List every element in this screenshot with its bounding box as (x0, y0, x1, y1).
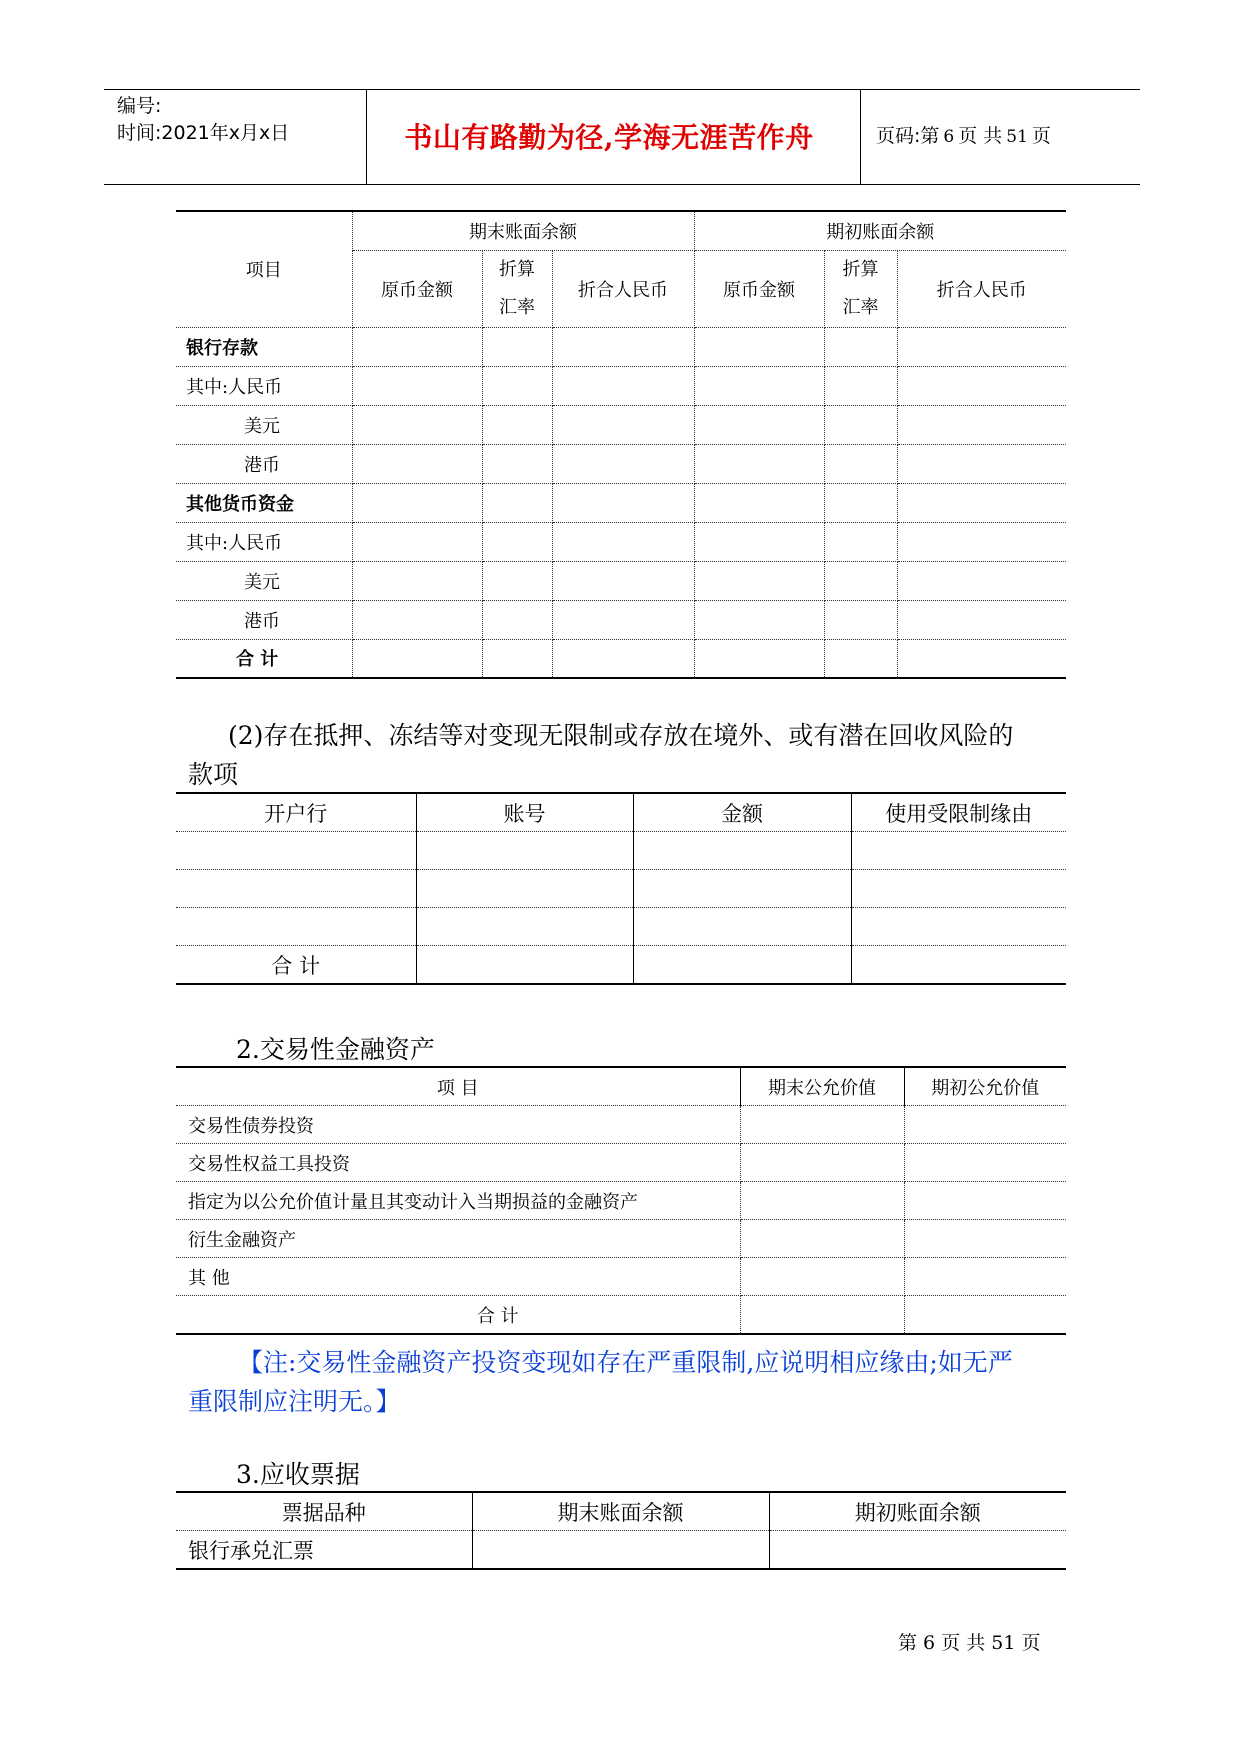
header-left (117, 93, 289, 147)
table-row (176, 1182, 1066, 1220)
header-divider (860, 90, 861, 184)
col-reason-header: 使用受限制缘由 (851, 793, 1066, 832)
table-row (176, 832, 1066, 870)
total-label: 合 计 (176, 1296, 740, 1335)
table-row (176, 1258, 1066, 1296)
table-row (176, 870, 1066, 908)
serial-label: 编号: (117, 95, 162, 117)
row-label: 港币 (176, 600, 352, 639)
table-row (176, 444, 1066, 483)
row-label: 美元 (176, 561, 352, 600)
col-item-header: 项目 (176, 211, 352, 327)
table-row (176, 600, 1066, 639)
table-row (176, 327, 1066, 366)
row-label: 其中:人民币 (176, 522, 352, 561)
table-header-row (176, 1067, 1066, 1106)
row-label: 其 他 (176, 1258, 740, 1296)
col-account-header: 账号 (416, 793, 633, 832)
header-motto: 书山有路勤为径,学海无涯苦作舟 (404, 121, 814, 154)
section-title-notes-receivable: 3.应收票据 (236, 1460, 360, 1489)
col-rate-header: 折算 汇率 (824, 250, 897, 327)
page-footer: 第 6 页 共 51 页 (898, 1632, 1041, 1654)
header-page-number (876, 121, 1051, 148)
col-end-balance-header: 期末账面余额 (472, 1492, 769, 1531)
row-label: 指定为以公允价值计量且其变动计入当期损益的金融资产 (176, 1182, 740, 1220)
row-label: 交易性权益工具投资 (176, 1144, 740, 1182)
col-original-header: 原币金额 (352, 250, 482, 327)
table-total-row (176, 1296, 1066, 1335)
table-header-row (176, 1492, 1066, 1531)
row-label: 银行存款 (176, 327, 352, 366)
paragraph-restricted-line1: (2)存在抵押、冻结等对变现无限制或存放在境外、或有潜在回收风险的 (228, 721, 1014, 750)
col-original-header: 原币金额 (694, 250, 824, 327)
group-end-header: 期末账面余额 (352, 211, 694, 250)
trading-assets-table (176, 1066, 1066, 1335)
page-suffix: 页 (1031, 125, 1051, 147)
page-total: 51 (1006, 127, 1028, 147)
table-row (176, 522, 1066, 561)
table-row (176, 908, 1066, 946)
table-row (176, 366, 1066, 405)
row-label: 其他货币资金 (176, 483, 352, 522)
row-label: 港币 (176, 444, 352, 483)
restricted-funds-table (176, 792, 1066, 985)
time-label: 时间:2021年x月x日 (117, 122, 290, 144)
row-label: 银行承兑汇票 (176, 1531, 472, 1570)
row-label: 衍生金融资产 (176, 1220, 740, 1258)
table-row (176, 1531, 1066, 1570)
table-row (176, 561, 1066, 600)
col-bank-header: 开户行 (176, 793, 416, 832)
section-title-trading-assets: 2.交易性金融资产 (236, 1035, 435, 1064)
note-line1: 【注:交易性金融资产投资变现如存在严重限制,应说明相应缘由;如无严 (238, 1348, 1013, 1377)
row-label: 交易性债券投资 (176, 1106, 740, 1144)
table-row (176, 1106, 1066, 1144)
table-row (176, 483, 1066, 522)
table-row (176, 1144, 1066, 1182)
col-begin-balance-header: 期初账面余额 (769, 1492, 1066, 1531)
page-current: 6 (943, 127, 955, 147)
row-label: 其中:人民币 (176, 366, 352, 405)
page-header (104, 89, 1140, 185)
notes-receivable-table (176, 1491, 1066, 1570)
col-item-header: 项 目 (176, 1067, 740, 1106)
col-bill-type-header: 票据品种 (176, 1492, 472, 1531)
col-rmb-header: 折合人民币 (552, 250, 694, 327)
deposit-table (176, 210, 1066, 679)
table-row (176, 1220, 1066, 1258)
total-label: 合 计 (176, 946, 416, 985)
col-rmb-header: 折合人民币 (897, 250, 1066, 327)
row-label: 合 计 (176, 639, 352, 678)
page-prefix: 页码:第 (876, 125, 940, 147)
paragraph-restricted-line2: 款项 (188, 760, 239, 789)
col-amount-header: 金额 (633, 793, 851, 832)
col-rate-header: 折算 汇率 (482, 250, 552, 327)
col-begin-fair-value-header: 期初公允价值 (904, 1067, 1066, 1106)
table-header-row (176, 793, 1066, 832)
table-total-row (176, 639, 1066, 678)
table-total-row (176, 946, 1066, 985)
row-label: 美元 (176, 405, 352, 444)
col-end-fair-value-header: 期末公允价值 (740, 1067, 904, 1106)
page-mid: 页 共 (958, 125, 1003, 147)
group-begin-header: 期初账面余额 (694, 211, 1066, 250)
note-line2: 重限制应注明无。】 (188, 1387, 401, 1416)
table-row (176, 405, 1066, 444)
